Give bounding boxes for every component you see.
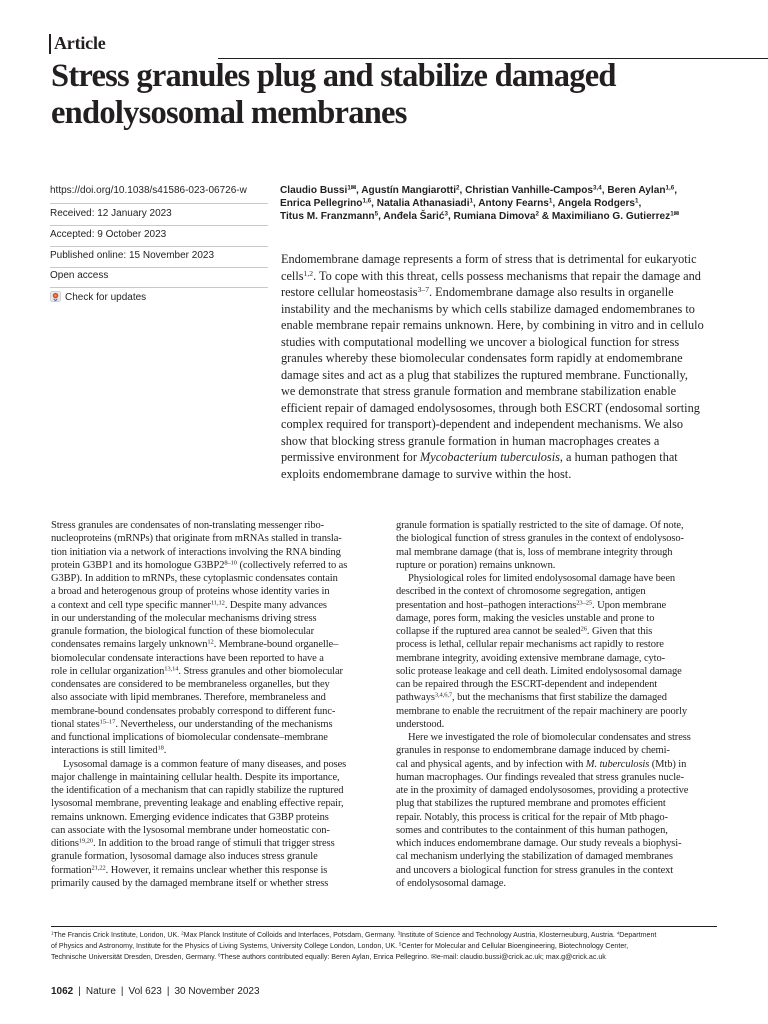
body-line: human macrophages. Our findings revealed that stress granules nucle-: [396, 771, 684, 783]
footnote-line: $^1$The Francis Crick Institute, London, UK. $^2$Max Planck Institute of Colloids and Interfaces, Potsdam, Germany. $^3$Institute of Science and Technology Austria, Klosterneuburg, Austria. $^4$Department: [51, 930, 657, 939]
body-line: the biological function of stress granules in the context of endolysoso-: [396, 533, 684, 545]
accepted-date: Accepted: 9 October 2023: [50, 229, 167, 240]
abstract-line: cells$^{1,2}$. To cope with this threat, cells possess mechanisms that repair the damage and: [281, 268, 701, 283]
abstract-line: instability and the mechanisms by which cells stabilize damaged endomembranes to: [281, 301, 695, 316]
abstract-line: enable membrane repair remains unknown. Here, by combining in vitro and in cellulo: [281, 318, 704, 332]
body-line: granule formation is spatially restricted to the site of damage. Of note,: [396, 520, 684, 531]
footnote-line: Technische Universität Dresden, Dresden, Germany. $^6$These authors contributed equally: Beren Aylan, Enrica Pellegrino. ✉e-mail: claudio.bussi@crick.ac.uk; max.g@crick.ac.uk: [51, 952, 606, 961]
received-date: Received: 12 January 2023: [50, 208, 172, 219]
body-line: somes and contributes to the containment of this human pathogen,: [396, 824, 668, 836]
body-column-left: [51, 519, 384, 890]
body-line: a broad and heterogenous group of proteins whose identity varies in: [51, 586, 330, 598]
body-line: cal mechanism underlying the stabilization of damaged membranes: [396, 851, 673, 863]
body-line: membrane to enable the recruitment of the repair machinery are poorly: [396, 705, 688, 717]
metadata-divider: [50, 203, 268, 204]
body-line: membrane-bound condensates probably correspond to different func-: [51, 705, 336, 717]
body-line: and functional implications of biomolecular condensate–membrane: [51, 732, 328, 743]
journal-name: Nature: [85, 986, 116, 997]
folio-separator: |: [166, 986, 170, 997]
abstract-line: studies with computational modelling we uncover a biological function for stress: [281, 334, 680, 349]
body-line: role in cellular organization$^{13,14}$. Stress granules and other biomolecular: [51, 665, 343, 677]
abstract-line: damage sites and act as a plug that stabilizes the ruptured membrane. Functionally,: [281, 367, 688, 382]
published-date: Published online: 15 November 2023: [50, 250, 214, 261]
body-line: membrane integrity, avoiding extensive membrane damage, cyto-: [396, 652, 666, 664]
body-line: presentation and host–pathogen interactions$^{23-25}$. Upon membrane: [396, 598, 667, 611]
body-line: condensates remains largely unknown$^{12}$. Membrane-bound organelle–: [51, 638, 339, 651]
body-line: a context and cell type specific manner$^{11,12}$. Despite many advances: [51, 598, 327, 611]
body-line: granules in response to endomembrane damage induced by chemi-: [396, 745, 670, 757]
body-line: can associate with the lysosomal membrane under homeostatic con-: [51, 824, 330, 836]
body-line: biomolecular condensate interactions have been reported to have a: [51, 652, 324, 664]
body-line: Here we investigated the role of biomolecular condensates and stress: [408, 732, 691, 743]
page-number: 1062: [51, 986, 74, 997]
title-line: Stress granules plug and stabilize damaged: [51, 58, 616, 94]
body-line: major challenge in maintaining cellular health. Despite its importance,: [51, 771, 340, 783]
check-for-updates-icon: [50, 291, 61, 302]
abstract: [281, 251, 721, 482]
body-line: lysosomal membrane, preventing leakage and enabling effective repair,: [51, 798, 344, 810]
body-line: damage, pores form, making the vesicles unstable and prone to: [396, 612, 655, 624]
body-line: Physiological roles for limited endolysosomal damage have been: [408, 573, 676, 584]
page-folio: [51, 986, 260, 997]
body-line: granule formation, lysosomal damage also induces stress granule: [51, 851, 318, 863]
footnote-rule: [51, 926, 717, 927]
body-line: ate in the proximity of damaged endolysosomes, providing a protective: [396, 785, 689, 796]
abstract-line: exploits endomembrane damage to survive within the host.: [281, 466, 572, 481]
body-line: collapse if the ruptured area cannot be sealed$^{26}$. Given that this: [396, 625, 653, 637]
author-list: [280, 184, 720, 223]
body-line: protein G3BP1 and its homologue G3BP2$^{8-10}$ (collectively referred to as: [51, 559, 348, 571]
issue-date: 30 November 2023: [174, 986, 260, 997]
body-line: primarily caused by the damaged membrane itself or whether stress: [51, 877, 329, 889]
check-for-updates-link[interactable]: [50, 291, 146, 305]
body-line: of endolysosomal damage.: [396, 877, 506, 889]
body-line: which induces endomembrane damage. Our study reveals a biophysi-: [396, 838, 682, 849]
body-column-right: [396, 519, 729, 890]
body-line: nucleoproteins (mRNPs) that originate from mRNAs stalled in transla-: [51, 533, 342, 545]
body-line: plug that stabilizes the ruptured membrane and promotes efficient: [396, 798, 666, 810]
body-line: formation$^{21,22}$. However, it remains unclear whether this response is: [51, 863, 328, 876]
body-line: granule formation, the biological function of these biomolecular: [51, 626, 315, 637]
author-line: Claudio Bussi$^{1✉}$, Agustín Mangiarotti$^2$, Christian Vanhille-Campos$^{3,4}$, Beren Aylan$^{1,6}$,: [280, 184, 677, 196]
body-line: understood.: [396, 718, 445, 730]
title-line: endolysosomal membranes: [51, 95, 407, 131]
body-line: also associate with lipid membranes. Therefore, membraneless and: [51, 692, 326, 704]
journal-volume: Vol 623: [128, 986, 162, 997]
body-line: condensates are considered to be membraneless organelles, but they: [51, 679, 330, 690]
article-type-label: Article: [54, 33, 106, 53]
metadata-divider: [50, 287, 268, 288]
abstract-line: efficient repair of damaged endolysosomes, through both ESCRT (endosomal sorting: [281, 400, 700, 415]
doi-link[interactable]: https://doi.org/10.1038/s41586-023-06726-w: [50, 185, 247, 196]
abstract-line: restore cellular homeostasis$^{3-7}$. Endomembrane damage also results in organelle: [281, 284, 674, 299]
folio-separator: |: [120, 986, 124, 997]
body-line: Stress granules are condensates of non-translating messenger ribo-: [51, 520, 325, 531]
article-title: [51, 58, 766, 132]
author-line: Enrica Pellegrino$^{1,6}$, Natalia Athanasiadi$^1$, Antony Fearns$^1$, Angela Rodgers$^1$,: [280, 197, 642, 209]
metadata-divider: [50, 267, 268, 268]
check-for-updates-label: Check for updates: [65, 292, 147, 303]
body-line: the identification of a mechanism that can rapidly stabilize the ruptured: [51, 785, 344, 796]
body-line: process is lethal, cellular repair mechanisms act rapidly to restore: [396, 639, 664, 651]
body-line: described in the context of chromosome segregation, antigen: [396, 586, 646, 598]
metadata-divider: [50, 246, 268, 247]
body-line: interactions is still limited$^{18}$.: [51, 744, 167, 757]
body-line: rupture or poration) remains unknown.: [396, 559, 556, 571]
abstract-line: granules whereby these biomolecular condensates form rapidly at endomembrane: [281, 351, 683, 365]
abstract-line: Endomembrane damage represents a form of stress that is detrimental for eukaryotic: [281, 252, 697, 266]
affiliation-footnotes: [51, 930, 731, 963]
body-line: ditions$^{19,20}$. In addition to the broad range of stimuli that trigger stress: [51, 837, 335, 849]
folio-separator: |: [78, 986, 81, 997]
body-line: remains unknown. Emerging evidence indicates that G3BP proteins: [51, 811, 329, 823]
abstract-line: complex required for transport)-dependent and independent mechanisms. We also: [281, 417, 684, 431]
abstract-line: permissive environment for Mycobacterium tuberculosis, a human pathogen that: [281, 450, 678, 464]
body-line: solic protease leakage and cell death. Limited endolysosomal damage: [396, 665, 682, 677]
abstract-line: show that blocking stress granule formation in human macrophages creates a: [281, 433, 660, 448]
article-type-rule: [49, 34, 51, 54]
author-line: Titus M. Franzmann$^5$, Anđela Šarić$^3$, Rumiana Dimova$^2$ & Maximiliano G. Gutierrez$^{1✉}$: [280, 210, 679, 222]
abstract-line: we demonstrate that stress granule formation and membrane stabilization enable: [281, 384, 677, 398]
body-line: can be repaired through the ESCRT-dependent and independent: [396, 679, 658, 690]
metadata-divider: [50, 225, 268, 226]
body-line: in our understanding of the molecular mechanisms driving stress: [51, 612, 317, 624]
body-line: cal and physical agents, and by infection with M. tuberculosis (Mtb) in: [396, 758, 687, 770]
footnote-line: of Physics and Astronomy, Institute for the Physics of Living Systems, University College London, London, UK. $^5$Center for Molecular and Cellular Bioengineering, Biotechnology Center,: [51, 941, 629, 950]
body-line: G3BP). In addition to mRNPs, these cytoplasmic condensates contain: [51, 573, 338, 584]
body-line: tion initiation via a network of interactions involving the RNA binding: [51, 546, 341, 558]
body-line: repair. Notably, this process is critical for the repair of Mtb phago-: [396, 811, 668, 823]
body-line: mal membrane damage (that is, loss of membrane integrity through: [396, 546, 673, 558]
body-line: tional states$^{15-17}$. Nevertheless, our understanding of the mechanisms: [51, 718, 333, 730]
body-line: pathways$^{3,4,6,7}$, but the mechanisms that first stabilize the damaged: [396, 691, 667, 704]
body-line: Lysosomal damage is a common feature of many diseases, and poses: [63, 758, 347, 770]
open-access-label: Open access: [50, 270, 109, 281]
body-line: and uncovers a biological function for stress granules in the context: [396, 864, 674, 876]
